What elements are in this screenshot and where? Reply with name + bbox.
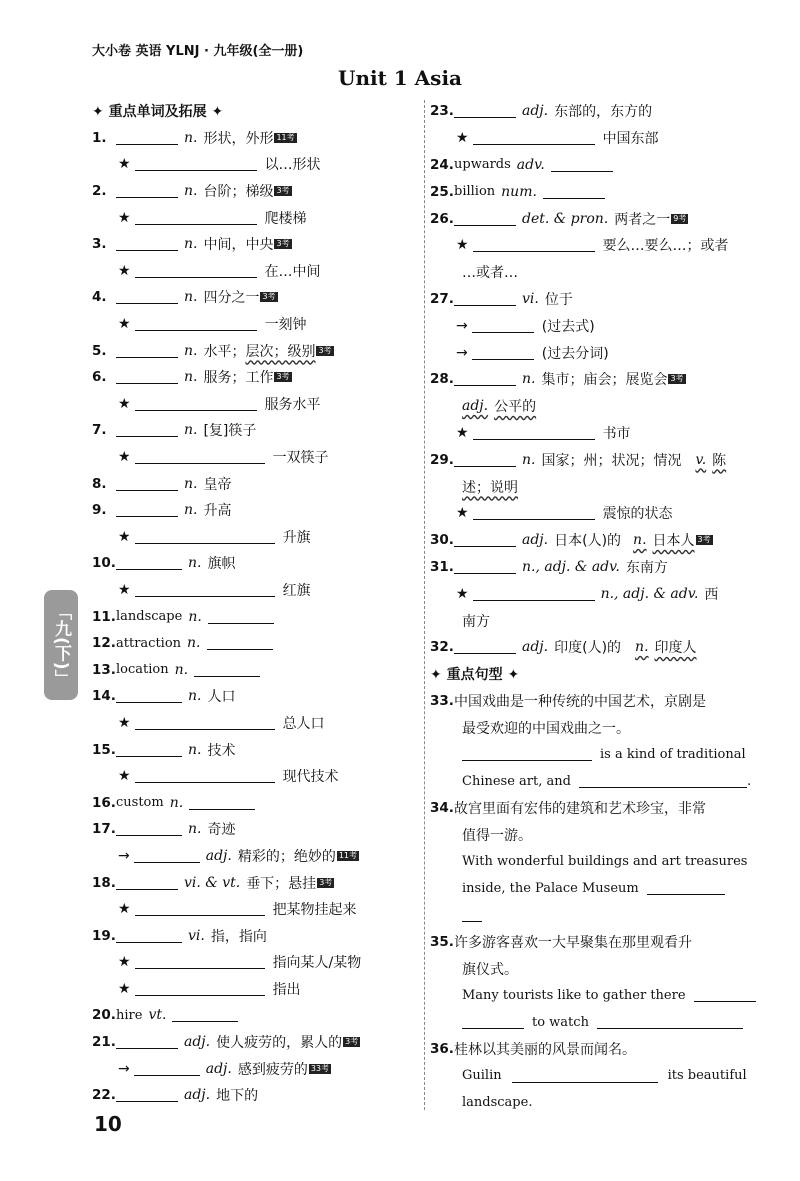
item-31-cont: 南方 (462, 613, 490, 630)
answer-blank[interactable] (472, 346, 534, 360)
sentence-34: 34. 故宫里面有宏伟的建筑和艺术珍宝，非常 (430, 799, 706, 817)
star-icon: ★ (118, 714, 131, 731)
star-icon: ★ (118, 954, 131, 971)
item-27-arrow1: → (过去式) (456, 317, 595, 335)
star-icon: ★ (118, 528, 131, 545)
star-icon: ★ (118, 980, 131, 997)
exam-badge: 33考 (310, 1063, 330, 1073)
answer-blank[interactable] (134, 1062, 200, 1076)
item-28: 28. n. 集市；庙会；展览会 3考 (430, 371, 684, 389)
answer-blank[interactable] (454, 212, 516, 226)
answer-blank[interactable] (135, 982, 265, 996)
answer-blank[interactable] (462, 747, 592, 761)
sentence-36-en2: landscape. (462, 1095, 533, 1111)
answer-blank[interactable] (462, 1015, 524, 1029)
item-29-cont: 述；说明 (462, 479, 518, 496)
answer-blank[interactable] (116, 689, 182, 703)
answer-blank[interactable] (116, 184, 178, 198)
answer-blank[interactable] (135, 397, 257, 411)
answer-blank[interactable] (207, 636, 273, 650)
item-6: 6. n. 服务；工作 3考 (92, 369, 290, 387)
item-22: 22. adj. 地下的 (92, 1087, 259, 1105)
sentence-33: 33. 中国戏曲是一种传统的中国艺术，京剧是 (430, 692, 706, 710)
answer-blank[interactable] (116, 344, 178, 358)
item-15: 15. n. 技术 (92, 741, 236, 759)
exam-badge: 11考 (338, 850, 358, 860)
item-1-sub: ★ 以…形状 (118, 156, 321, 174)
star-icon: ★ (456, 585, 469, 602)
answer-blank[interactable] (116, 237, 178, 251)
sentence-34-en3 (430, 902, 756, 929)
answer-blank[interactable] (135, 902, 265, 916)
answer-blank[interactable] (694, 988, 756, 1002)
item-21: 21. adj. 使人疲劳的，累人的 3考 (92, 1034, 359, 1052)
star-icon: ★ (456, 237, 469, 254)
item-32: 32. adj. 印度(人)的 n. 印度人 (430, 639, 697, 657)
exam-badge: 9考 (673, 213, 687, 223)
star-icon: ★ (118, 316, 131, 333)
item-7: 7. n. [复]筷子 (92, 422, 257, 440)
sentence-35-cn2: 旗仪式。 (462, 961, 518, 978)
answer-blank[interactable] (116, 423, 178, 437)
item-12: 12. attraction n. (92, 630, 412, 657)
sentence-35: 35. 许多游客喜欢一大早聚集在那里观看升 (430, 933, 692, 951)
answer-blank[interactable] (172, 1008, 238, 1022)
answer-blank[interactable] (189, 796, 255, 810)
answer-blank[interactable] (454, 292, 516, 306)
star-icon: ★ (118, 395, 131, 412)
exam-badge: 3考 (697, 535, 711, 545)
item-20: 20. hire vt. (92, 1002, 412, 1029)
side-tab: 「九(下)」 (44, 590, 78, 700)
item-29: 29. n. 国家；州；状况；情况 v. 陈 (430, 451, 727, 469)
answer-blank[interactable] (473, 131, 595, 145)
sentence-33-en2: Chinese art, and . (462, 773, 752, 789)
answer-blank[interactable] (472, 319, 534, 333)
answer-blank[interactable] (135, 211, 257, 225)
answer-blank[interactable] (135, 157, 257, 171)
item-23-sub: ★ 中国东部 (456, 130, 659, 148)
item-6-sub: ★ 服务水平 (118, 395, 321, 413)
answer-blank[interactable] (116, 743, 182, 757)
item-3-sub: ★ 在…中间 (118, 262, 321, 280)
item-19-sub1: ★ 指向某人/某物 (118, 954, 362, 972)
item-31: 31. n., adj. & adv. 东南方 (430, 558, 668, 576)
item-26-cont: …或者… (462, 265, 518, 282)
answer-blank[interactable] (454, 560, 516, 574)
answer-blank[interactable] (116, 929, 182, 943)
answer-blank[interactable] (135, 955, 265, 969)
exam-badge: 3考 (345, 1037, 359, 1047)
item-8: 8. n. 皇帝 (92, 475, 232, 493)
exam-badge: 3考 (670, 374, 684, 384)
answer-blank[interactable] (135, 450, 265, 464)
item-28-sub: ★ 书市 (456, 424, 631, 442)
sentence-34-en1: With wonderful buildings and art treasures (462, 854, 748, 869)
page-number: 10 (94, 1112, 122, 1136)
section-heading-vocab: ✦ 重点单词及拓展 ✦ (92, 104, 224, 121)
item-9: 9. n. 升高 (92, 502, 232, 520)
answer-blank[interactable] (116, 503, 178, 517)
star-icon: ★ (118, 262, 131, 279)
answer-blank[interactable] (135, 583, 275, 597)
item-13: 13. location n. (92, 656, 412, 683)
answer-blank[interactable] (116, 876, 178, 890)
answer-blank[interactable] (454, 453, 516, 467)
star-icon: ★ (456, 424, 469, 441)
item-18: 18. vi. & vt. 垂下；悬挂 3考 (92, 874, 333, 892)
answer-blank[interactable] (462, 908, 482, 922)
item-23: 23. adj. 东部的，东方的 (430, 103, 653, 121)
exam-badge: 3考 (318, 345, 332, 355)
answer-blank[interactable] (473, 506, 595, 520)
item-14: 14. n. 人口 (92, 688, 236, 706)
sentence-34-en2: inside, the Palace Museum (430, 875, 756, 902)
item-25: 25. billion num. (430, 178, 756, 205)
answer-blank[interactable] (135, 716, 275, 730)
answer-blank[interactable] (454, 104, 516, 118)
item-16: 16. custom n. (92, 789, 412, 816)
item-11: 11. landscape n. (92, 603, 412, 630)
arrow-icon: → (118, 1060, 130, 1077)
item-15-sub: ★ 现代技术 (118, 768, 339, 786)
arrow-icon: → (456, 317, 468, 334)
item-10: 10. n. 旗帜 (92, 555, 236, 573)
item-9-sub: ★ 升旗 (118, 528, 311, 546)
item-4-sub: ★ 一刻钟 (118, 316, 307, 334)
item-30: 30. adj. 日本(人)的 n. 日本人 3考 (430, 532, 711, 550)
item-28-cont: adj. 公平的 (462, 398, 537, 416)
answer-blank[interactable] (543, 185, 605, 199)
item-18-sub: ★ 把某物挂起来 (118, 901, 357, 919)
star-icon: ★ (456, 505, 469, 522)
answer-blank[interactable] (647, 881, 725, 895)
answer-blank[interactable] (135, 530, 275, 544)
item-7-sub: ★ 一双筷子 (118, 449, 329, 467)
item-1: 1. n. 形状，外形 11考 (92, 129, 295, 147)
answer-blank[interactable] (135, 769, 275, 783)
answer-blank[interactable] (454, 533, 516, 547)
answer-blank[interactable] (116, 131, 178, 145)
sentence-34-cn2: 值得一游。 (462, 827, 532, 844)
answer-blank[interactable] (454, 640, 516, 654)
item-24: 24. upwards adv. (430, 152, 756, 179)
star-icon: ★ (118, 768, 131, 785)
item-5: 5. n. 水平； 层次；级别 3考 (92, 342, 332, 360)
exam-badge: 3考 (276, 186, 290, 196)
item-3: 3. n. 中间，中央 3考 (92, 236, 290, 254)
star-icon: ★ (118, 901, 131, 918)
item-26: 26. det. & pron. 两者之一 9考 (430, 210, 687, 228)
answer-blank[interactable] (116, 1088, 178, 1102)
answer-blank[interactable] (116, 290, 178, 304)
item-19: 19. vi. 指，指向 (92, 927, 267, 945)
star-icon: ★ (118, 209, 131, 226)
item-14-sub: ★ 总人口 (118, 714, 325, 732)
answer-blank[interactable] (454, 372, 516, 386)
star-icon: ★ (118, 581, 131, 598)
answer-blank[interactable] (116, 822, 182, 836)
answer-blank[interactable] (116, 477, 178, 491)
sentence-33-cn2: 最受欢迎的中国戏曲之一。 (462, 720, 630, 737)
item-4: 4. n. 四分之一 3考 (92, 289, 276, 307)
exam-badge: 3考 (276, 372, 290, 382)
item-21-arrow: → adj. 感到疲劳的 33考 (118, 1060, 330, 1078)
arrow-icon: → (456, 344, 468, 361)
item-2-sub: ★ 爬楼梯 (118, 209, 307, 227)
sentence-33-en1: is a kind of traditional (430, 741, 756, 768)
answer-blank[interactable] (135, 317, 257, 331)
answer-blank[interactable] (579, 774, 747, 788)
item-19-sub2: ★ 指出 (118, 980, 301, 998)
star-icon: ★ (456, 130, 469, 147)
answer-blank[interactable] (116, 370, 178, 384)
item-10-sub: ★ 红旗 (118, 581, 311, 599)
page-title: Unit 1 Asia (338, 66, 462, 90)
item-26-sub: ★ 要么…要么…；或者 (456, 237, 729, 255)
answer-blank[interactable] (473, 587, 595, 601)
exam-badge: 3考 (319, 877, 333, 887)
item-27-arrow2: → (过去分词) (456, 344, 609, 362)
exam-badge: 11考 (276, 132, 295, 142)
item-29-sub: ★ 震惊的状态 (456, 505, 673, 523)
column-divider (424, 100, 425, 1110)
left-column (92, 98, 412, 1109)
answer-blank[interactable] (512, 1069, 658, 1083)
section-heading-sentences: ✦ 重点句型 ✦ (430, 667, 520, 684)
item-17: 17. n. 奇迹 (92, 821, 236, 839)
answer-blank[interactable] (473, 426, 595, 440)
sentence-35-en2: to watch (430, 1009, 756, 1036)
item-2: 2. n. 台阶；梯级 3考 (92, 183, 290, 201)
sentence-36-en1: Guilin its beautiful (462, 1068, 747, 1084)
arrow-icon: → (118, 847, 130, 864)
item-31-sub: ★ n., adj. & adv. 西 (456, 585, 719, 603)
item-17-arrow: → adj. 精彩的；绝妙的 11考 (118, 847, 358, 865)
answer-blank[interactable] (134, 849, 200, 863)
answer-blank[interactable] (208, 610, 274, 624)
star-icon: ★ (118, 156, 131, 173)
page-header: 大小卷 英语 YLNJ · 九年级(全一册) (92, 44, 304, 59)
sentence-36: 36. 桂林以其美丽的风景而闻名。 (430, 1041, 636, 1059)
answer-blank[interactable] (194, 663, 260, 677)
sentence-35-en1: Many tourists like to gather there (430, 982, 756, 1009)
answer-blank[interactable] (597, 1015, 743, 1029)
answer-blank[interactable] (551, 158, 613, 172)
answer-blank[interactable] (473, 238, 595, 252)
answer-blank[interactable] (116, 556, 182, 570)
exam-badge: 3考 (262, 292, 276, 302)
answer-blank[interactable] (135, 264, 257, 278)
exam-badge: 3考 (276, 239, 290, 249)
answer-blank[interactable] (116, 1035, 178, 1049)
right-column (430, 98, 756, 1116)
item-27: 27. vi. 位于 (430, 290, 573, 308)
star-icon: ★ (118, 449, 131, 466)
